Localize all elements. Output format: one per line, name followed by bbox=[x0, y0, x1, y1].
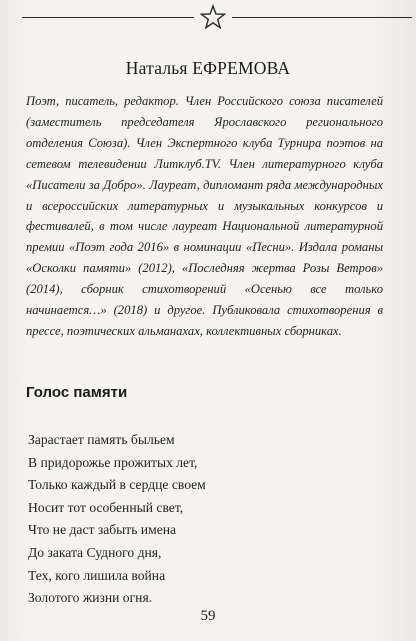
author-bio: Поэт, писатель, редактор. Член Российского союза писателей (заместитель председателя Ярославского регионального отделения Союза). Член Экспертного клуба Турнира поэтов на сетевом телевидении Литклуб.TV. Член литературного клуба «Писатели за Добро». Лауреат, дипломант ряда международных и всероссийских литературных и музыкальных конкурсов и фестивалей, в том числе лауреат Национальной литературной премии «Поэт года 2016» в номинации «Песни». Издала романы «Осколки памяти» (2012), «Последняя жертва Розы Ветров» (2014), сборник стихотворений «Осенью все только начинается…» (2018) и другое. Публиковала стихотворения в прессе, поэтических альманахах, коллективных сборниках. bbox=[26, 94, 383, 338]
poem-line: Золотого жизни огня. bbox=[28, 590, 153, 606]
poem-line: Тех, кого лишила война bbox=[28, 567, 166, 583]
poem-line: До заката Судного дня, bbox=[28, 544, 162, 560]
star-outline-icon bbox=[200, 4, 226, 30]
poem-title: Голос памяти bbox=[26, 384, 128, 401]
poem-line: Что не даст забыть имена bbox=[28, 522, 177, 538]
poem-body bbox=[28, 429, 206, 610]
page-number: 59 bbox=[200, 608, 216, 624]
poem-line: Носит тот особенный свет, bbox=[28, 499, 184, 515]
poem-line: Только каждый в сердце своем bbox=[28, 477, 206, 493]
header-rule-left bbox=[22, 17, 194, 18]
poem-line: В придорожье прожитых лет, bbox=[28, 454, 198, 470]
author-name: Наталья ЕФРЕМОВА bbox=[125, 58, 291, 78]
header-rule-right bbox=[232, 17, 412, 18]
poem-line: Зарастает память быльем bbox=[28, 432, 175, 447]
